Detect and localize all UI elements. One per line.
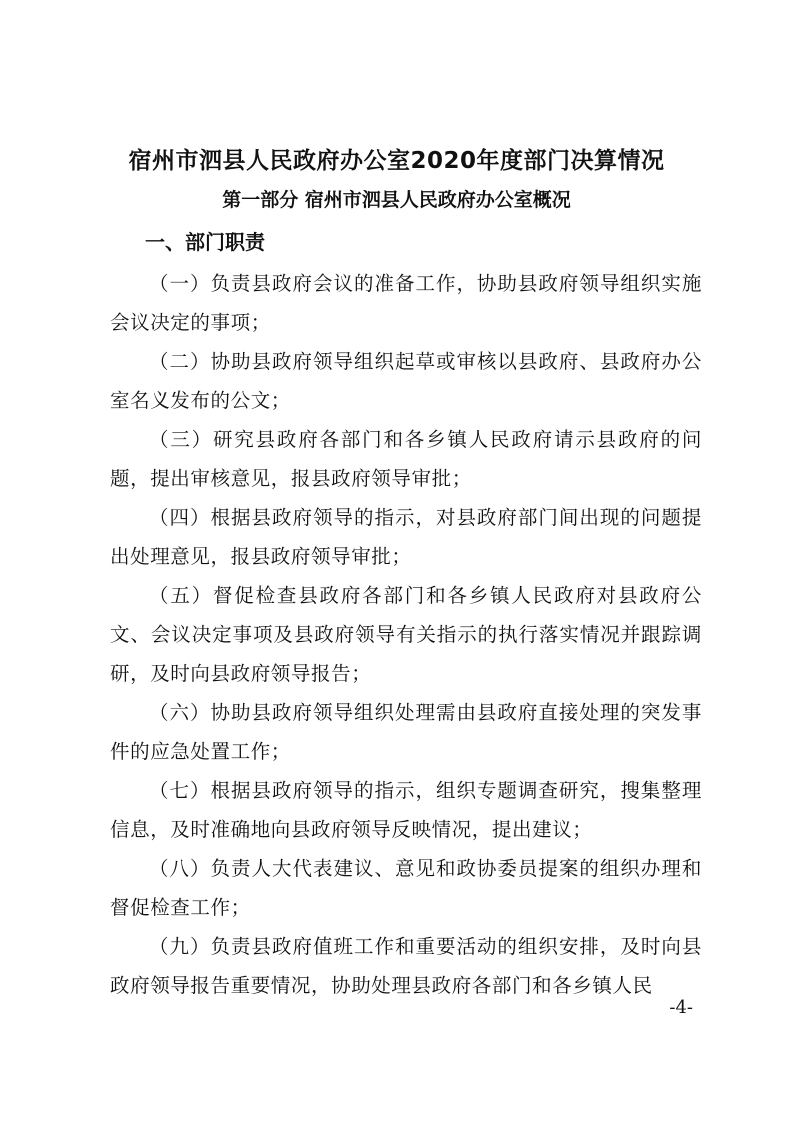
paragraph: （七）根据县政府领导的指示，组织专题调查研究，搜集整理信息，及时准确地向县政府领导反映情况，提出建议； (110, 779, 702, 841)
paragraph: （九）负责县政府值班工作和重要活动的组织安排，及时向县政府领导报告重要情况，协助处理县政府各部门和各乡镇人民 (110, 935, 702, 997)
paragraph: （三）研究县政府各部门和各乡镇人民政府请示县政府的问题，提出审核意见，报县政府领导审批； (110, 428, 702, 490)
paragraph: （五）督促检查县政府各部门和各乡镇人民政府对县政府公文、会议决定事项及县政府领导有关指示的执行落实情况并跟踪调研，及时向县政府领导报告； (110, 584, 702, 685)
paragraph: （六）协助县政府领导组织处理需由县政府直接处理的突发事件的应急处置工作； (110, 701, 702, 763)
paragraph: （一）负责县政府会议的准备工作，协助县政府领导组织实施会议决定的事项； (110, 272, 702, 334)
section-heading: 一、部门职责 (145, 230, 265, 254)
page-number: -4- (669, 997, 693, 1018)
document-subtitle: 第一部分 宿州市泗县人民政府办公室概况 (222, 189, 571, 211)
paragraph: （四）根据县政府领导的指示，对县政府部门间出现的问题提出处理意见，报县政府领导审批； (110, 506, 702, 568)
document-title: 宿州市泗县人民政府办公室2020年度部门决算情况 (128, 148, 665, 174)
paragraph: （八）负责人大代表建议、意见和政协委员提案的组织办理和督促检查工作； (110, 857, 702, 919)
document-body (110, 264, 702, 1005)
paragraph: （二）协助县政府领导组织起草或审核以县政府、县政府办公室名义发布的公文； (110, 350, 702, 412)
